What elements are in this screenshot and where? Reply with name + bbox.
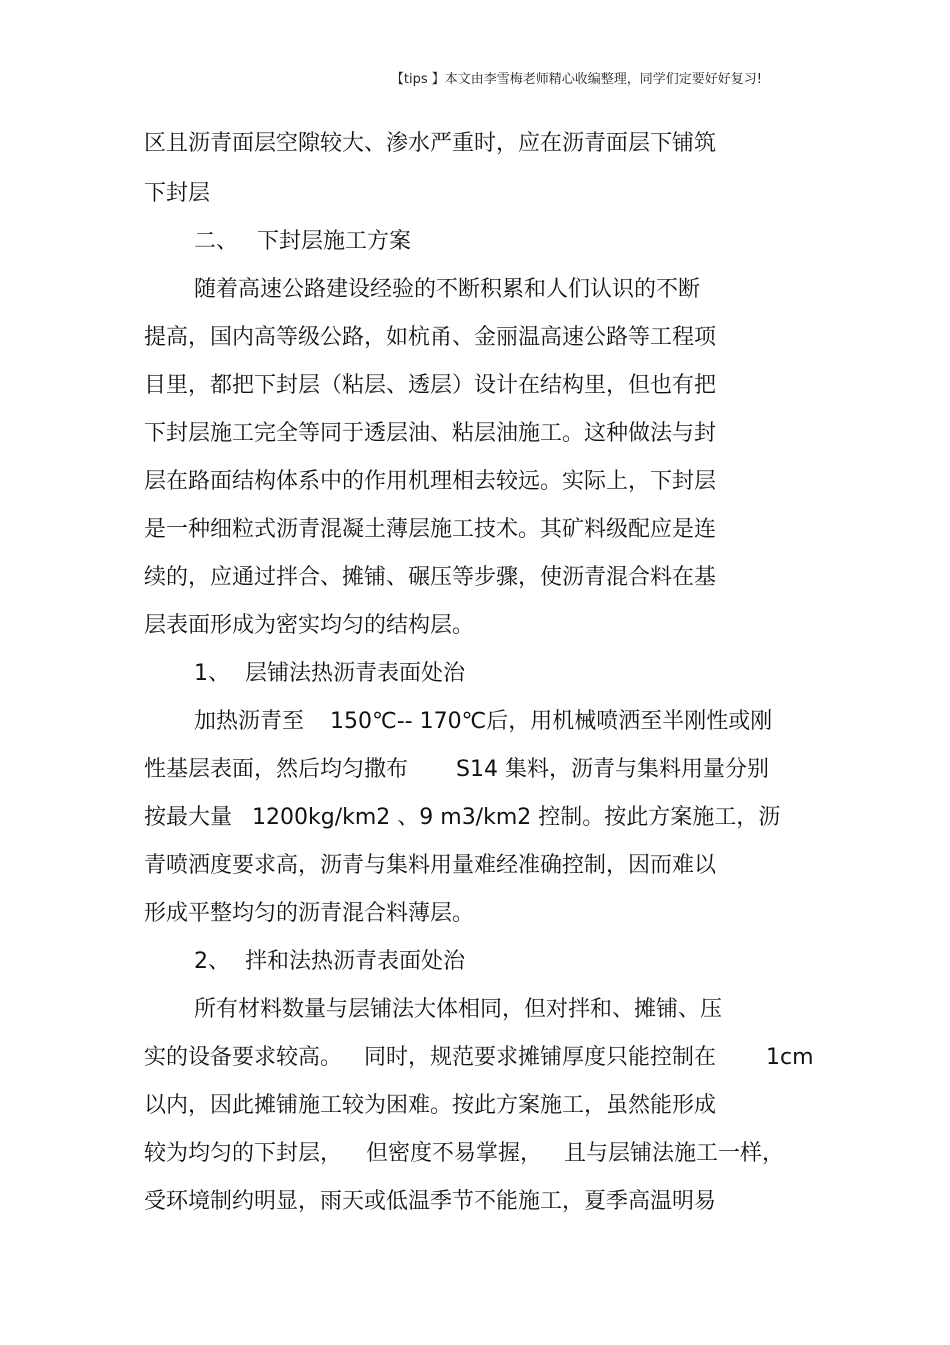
text-segment: 1200kg/km2 、9 m3/km2 控制。按此方案施工，沥: [252, 805, 781, 830]
heading-title: 层铺法热沥青表面处治: [245, 661, 466, 686]
text-segment: 实的设备要求较高。: [144, 1045, 343, 1070]
text-segment: 所有材料数量与层铺法大体相同，但对拌和、摊铺、压: [194, 997, 723, 1022]
text-segment: 以内，因此摊铺施工较为困难。按此方案施工，虽然能形成: [144, 1093, 717, 1118]
text-segment: 下封层: [144, 181, 211, 206]
text-segment: 目里，都把下封层（粘层、透层）设计在结构里，但也有把: [144, 373, 717, 398]
text-segment: 层表面形成为密实均匀的结构层。: [144, 613, 475, 638]
text-segment: 随着高速公路建设经验的不断积累和人们认识的不断: [194, 277, 701, 302]
text-segment: 续的，应通过拌合、摊铺、碾压等步骤，使沥青混合料在基: [144, 565, 717, 590]
heading-number: 二、: [194, 229, 239, 254]
text-segment: 同时，规范要求摊铺厚度只能控制在: [364, 1045, 717, 1070]
text-segment: 下封层施工完全等同于透层油、粘层油施工。这种做法与封: [144, 421, 717, 446]
text-segment: 形成平整均匀的沥青混合料薄层。: [144, 901, 475, 926]
text-segment: 提高，国内高等级公路，如杭甬、金丽温高速公路等工程项: [144, 325, 717, 350]
text-segment: 150℃-- 170℃后，用机械喷洒至半刚性或刚: [330, 709, 773, 734]
text-segment: 1cm: [766, 1045, 814, 1070]
text-segment: S14 集料，沥青与集料用量分别: [456, 757, 769, 782]
heading-number: 2、: [194, 949, 230, 974]
tips-header: 【tips 】本文由李雪梅老师精心收编整理，同学们定要好好复习!: [390, 72, 762, 87]
text-segment: 层在路面结构体系中的作用机理相去较远。实际上，下封层: [144, 469, 717, 494]
text-segment: 按最大量: [144, 805, 233, 830]
text-segment: 较为均匀的下封层，: [144, 1141, 343, 1166]
text-segment: 但密度不易掌握，: [366, 1141, 543, 1166]
text-segment: 是一种细粒式沥青混凝土薄层施工技术。其矿料级配应是连: [144, 517, 717, 542]
text-segment: 且与层铺法施工一样，: [564, 1141, 785, 1166]
text-segment: 青喷洒度要求高，沥青与集料用量难经准确控制，因而难以: [144, 853, 717, 878]
heading-number: 1、: [194, 661, 230, 686]
text-segment: 加热沥青至: [194, 709, 305, 734]
text-segment: 性基层表面，然后均匀撒布: [144, 757, 409, 782]
text-segment: 受环境制约明显，雨天或低温季节不能施工，夏季高温明易: [144, 1189, 717, 1214]
text-segment: 区且沥青面层空隙较大、渗水严重时，应在沥青面层下铺筑: [144, 131, 717, 156]
heading-title: 下封层施工方案: [257, 229, 412, 254]
heading-title: 拌和法热沥青表面处治: [245, 949, 466, 974]
